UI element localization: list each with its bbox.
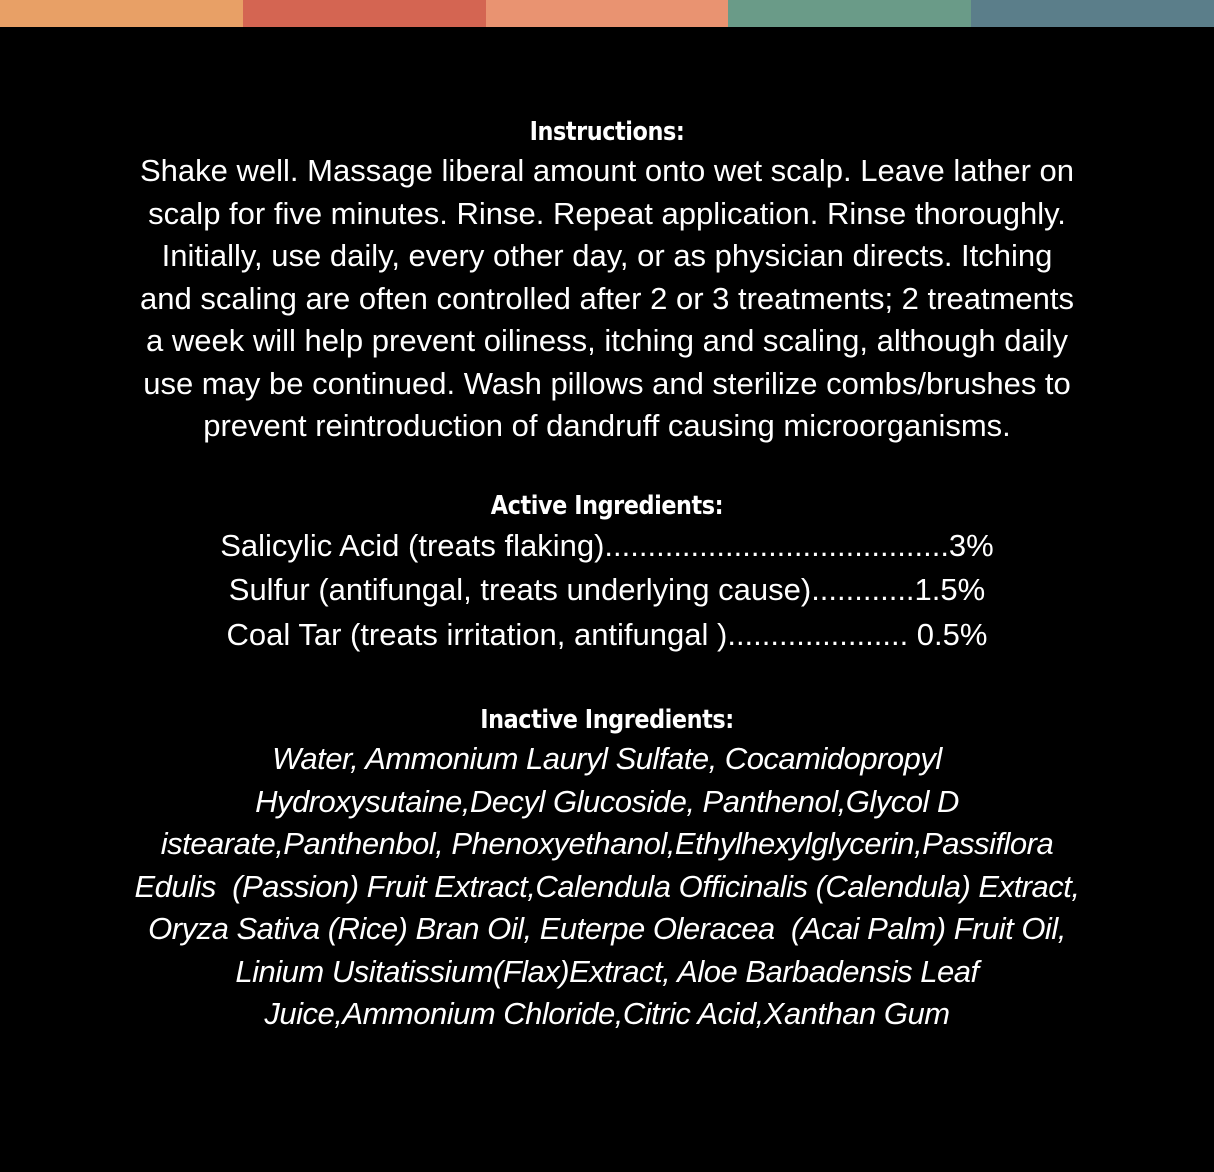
color-strip	[0, 0, 1214, 27]
inactive-ingredients-section	[0, 702, 1214, 1036]
instructions-line: Initially, use daily, every other day, or as physician directs. Itching	[161, 238, 1053, 273]
label-content	[0, 114, 1214, 1036]
instructions-section	[0, 114, 1214, 448]
active-ingredient-sulfur: Sulfur (antifungal, treats underlying cause)............1.5%	[228, 572, 986, 607]
inactive-ingredients-text	[0, 738, 1214, 1036]
instructions-line: a week will help prevent oiliness, itching and scaling, although daily	[146, 323, 1068, 358]
inactive-ingredients-line: Water, Ammonium Lauryl Sulfate, Cocamidopropyl	[272, 741, 942, 776]
active-ingredient-salicylic-acid: Salicylic Acid (treats flaking)........................................3%	[220, 527, 994, 563]
color-swatch-teal	[728, 0, 971, 27]
inactive-ingredients-line: Juice,Ammonium Chloride,Citric Acid,Xanthan Gum	[264, 996, 950, 1031]
active-ingredients-section	[0, 488, 1214, 658]
active-ingredients-list	[0, 524, 1214, 658]
color-swatch-slate	[971, 0, 1214, 27]
inactive-ingredients-line: Oryza Sativa (Rice) Bran Oil, Euterpe Oleracea (Acai Palm) Fruit Oil,	[148, 911, 1066, 946]
active-ingredient-coal-tar: Coal Tar (treats irritation, antifungal )..................... 0.5%	[226, 616, 988, 652]
color-swatch-salmon	[486, 0, 729, 27]
color-swatch-red	[243, 0, 486, 27]
instructions-heading: Instructions:	[529, 117, 685, 147]
inactive-ingredients-line: Linium Usitatissium(Flax)Extract, Aloe Barbadensis Leaf	[235, 953, 979, 989]
inactive-ingredients-line: istearate,Panthenbol, Phenoxyethanol,Ethylhexylglycerin,Passiflora	[160, 826, 1054, 861]
inactive-ingredients-line: Edulis (Passion) Fruit Extract,Calendula Officinalis (Calendula) Extract,	[134, 868, 1080, 904]
instructions-line: and scaling are often controlled after 2 or 3 treatments; 2 treatments	[140, 280, 1074, 316]
instructions-text	[0, 150, 1214, 448]
instructions-line: scalp for five minutes. Rinse. Repeat application. Rinse thoroughly.	[148, 195, 1066, 231]
inactive-ingredients-line: Hydroxysutaine,Decyl Glucoside, Panthenol,Glycol D	[255, 783, 959, 819]
instructions-line: Shake well. Massage liberal amount onto wet scalp. Leave lather on	[140, 153, 1074, 188]
active-ingredients-heading: Active Ingredients:	[490, 490, 724, 521]
inactive-ingredients-heading: Inactive Ingredients:	[480, 705, 734, 735]
instructions-line: prevent reintroduction of dandruff causing microorganisms.	[203, 408, 1011, 443]
color-swatch-orange	[0, 0, 243, 27]
instructions-line: use may be continued. Wash pillows and sterilize combs/brushes to	[143, 365, 1071, 401]
